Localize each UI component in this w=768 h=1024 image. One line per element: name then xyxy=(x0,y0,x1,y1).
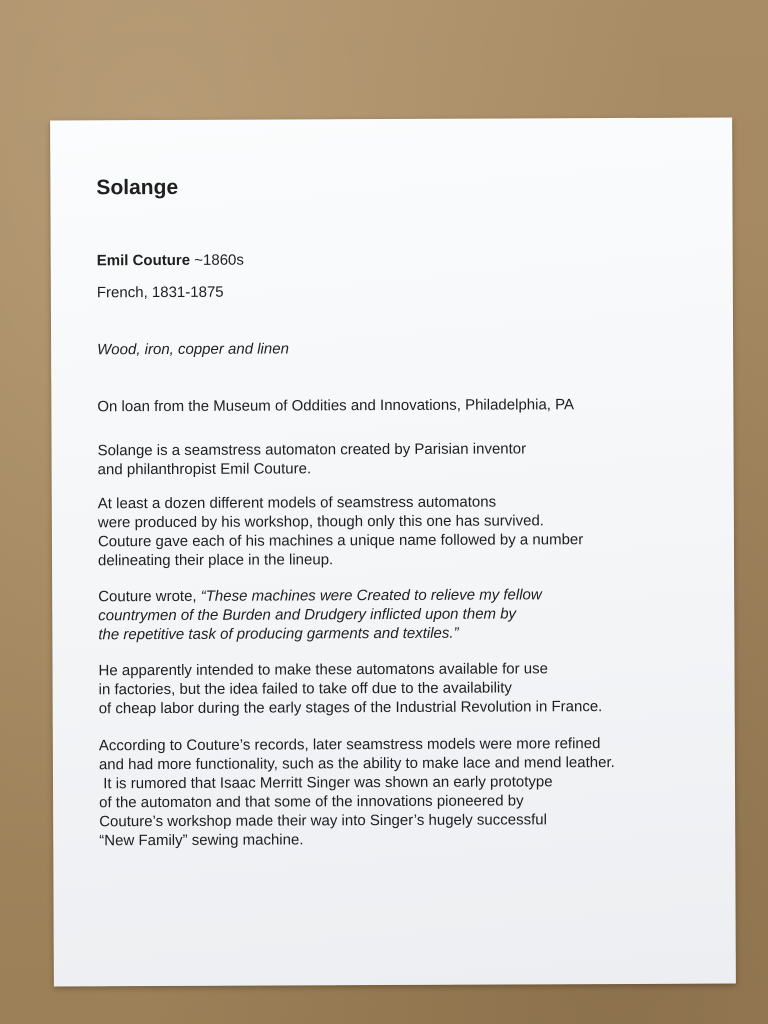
description-paragraph-1 xyxy=(98,439,527,479)
text-line: in factories, but the idea failed to take off due to the availability xyxy=(98,679,512,699)
text-line: According to Couture’s records, later seamstress models were more refined xyxy=(98,735,601,755)
text-line: were produced by his workshop, though only this one has survived. xyxy=(97,512,544,532)
quote-text: countrymen of the Burden and Drudgery inflicted upon them by xyxy=(98,605,517,625)
description-paragraph-5 xyxy=(99,734,615,850)
quote-paragraph xyxy=(98,585,542,644)
description-paragraph-2 xyxy=(98,492,584,570)
materials: Wood, iron, copper and linen xyxy=(97,340,289,359)
text-line: Solange is a seamstress automaton created by Parisian inventor xyxy=(97,440,527,460)
text-line: Couture’s workshop made their way into Singer’s hugely successful xyxy=(99,811,547,831)
text-line: and had more functionality, such as the ability to make lace and mend leather. xyxy=(98,754,615,774)
text-line: “New Family” sewing machine. xyxy=(99,831,304,850)
text-line: Couture gave each of his machines a unique name followed by a number xyxy=(97,531,584,551)
description-paragraph-4 xyxy=(98,659,602,718)
artist-name: Emil Couture xyxy=(96,251,191,270)
text-line: At least a dozen different models of seamstress automatons xyxy=(97,493,497,513)
quote-text: “These machines were Created to relieve my fellow xyxy=(200,586,542,605)
quote-first-line xyxy=(98,585,542,606)
quote-intro: Couture wrote, xyxy=(98,587,201,606)
artist-line xyxy=(97,252,244,270)
text-line: It is rumored that Isaac Merritt Singer was shown an early prototype xyxy=(98,773,553,793)
loan-credit: On loan from the Museum of Oddities and Innovations, Philadelphia, PA xyxy=(97,396,575,416)
artwork-date: ~1860s xyxy=(194,251,244,269)
museum-label-sheet xyxy=(50,118,736,987)
text-line: of the automaton and that some of the innovations pioneered by xyxy=(99,792,524,812)
text-line: and philanthropist Emil Couture. xyxy=(97,460,312,479)
artist-nationality: French, 1831-1875 xyxy=(96,283,224,302)
text-line: delineating their place in the lineup. xyxy=(97,551,334,570)
artwork-title: Solange xyxy=(96,175,179,200)
text-line: of cheap labor during the early stages of the Industrial Revolution in France. xyxy=(98,698,603,718)
text-line: He apparently intended to make these automatons available for use xyxy=(98,660,549,680)
quote-text: the repetitive task of producing garments and textiles.” xyxy=(98,624,459,644)
